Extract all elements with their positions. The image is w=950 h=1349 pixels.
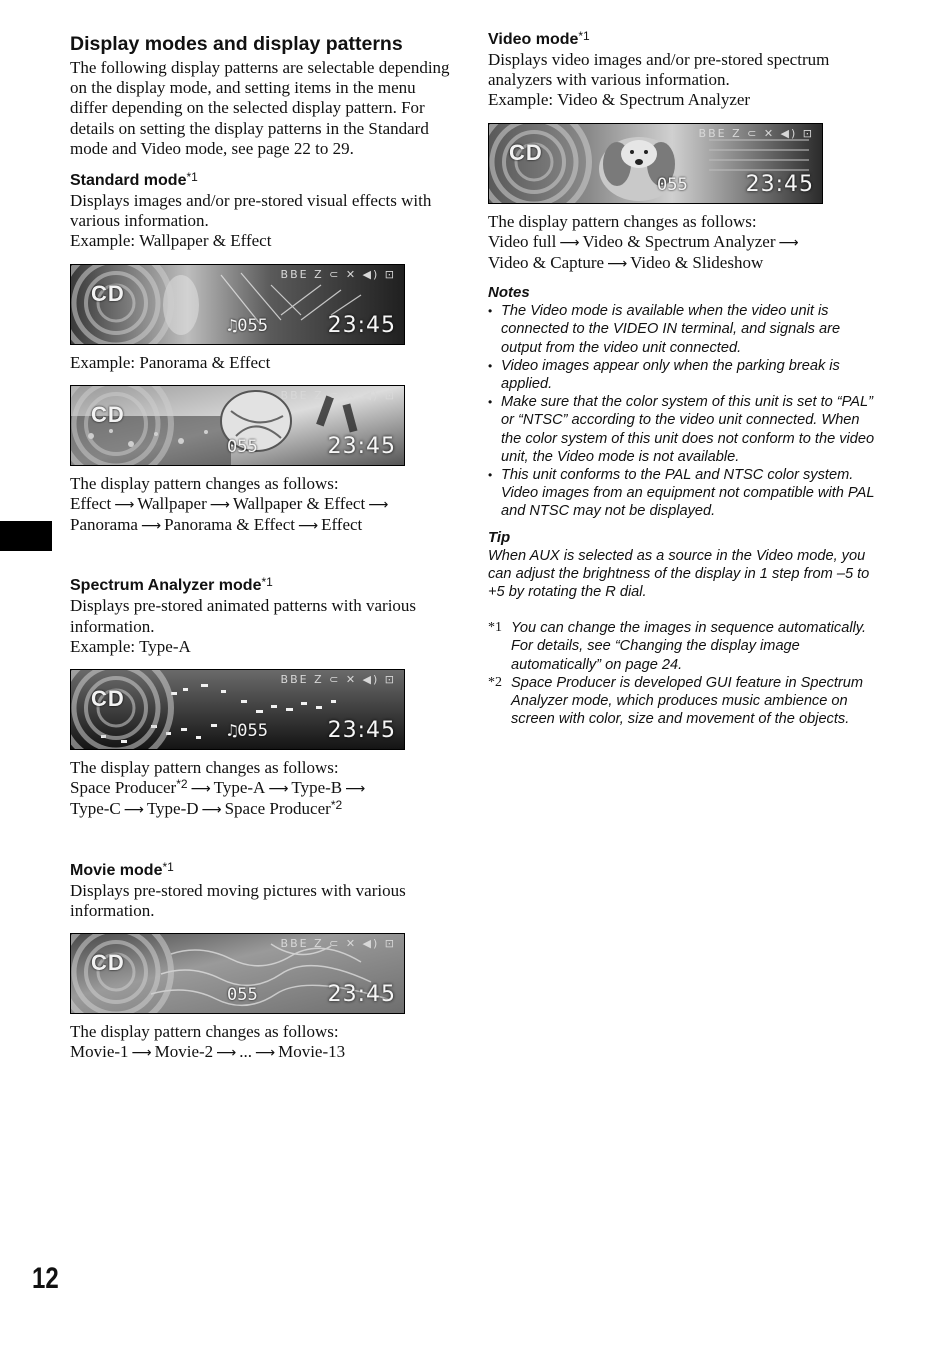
video-sequence: Video full ⟶ Video & Spectrum Analyzer ⟶ Video & Capture ⟶ Video & Slideshow — [488, 232, 878, 274]
arrow-right-icon: ⟶ — [140, 518, 162, 535]
arrow-right-icon: ⟶ — [268, 781, 289, 798]
arrow-right-icon: ⟶ — [201, 802, 222, 819]
arrow-right-icon: ⟶ — [559, 234, 580, 251]
standard-example-1: Example: Wallpaper & Effect — [70, 231, 272, 251]
footnote-ref: *1 — [261, 575, 273, 590]
video-changes-label: The display pattern changes as follows: — [488, 211, 757, 231]
arrow-right-icon: ⟶ — [131, 1045, 152, 1062]
arrow-right-icon: ⟶ — [190, 781, 211, 798]
footnote-ref: *1 — [186, 170, 198, 185]
lcd-movie — [70, 933, 405, 1014]
movie-mode-title: Movie mode$^{*1}$ — [70, 859, 174, 879]
clock-readout: 23:45 — [745, 171, 814, 197]
arrow-right-icon: ⟶ — [114, 497, 135, 514]
disc-rings-graphic — [70, 264, 191, 345]
page-number: 12 — [32, 1262, 59, 1295]
footnotes-list — [488, 619, 878, 728]
clock-readout: 23:45 — [327, 312, 396, 338]
status-indicator-icons: BBE Z ⊂ ✕ ◀) ⊡ — [698, 126, 814, 140]
source-label: CD — [509, 139, 543, 165]
lcd-wallpaper-effect — [70, 264, 405, 345]
footnote-item: *2 Space Producer is developed GUI feature in Spectrum Analyzer mode, which produces music ambience on screen with color, size and movement of the objects. — [488, 674, 864, 728]
movie-sequence: Movie-1 ⟶ Movie-2 ⟶ ... ⟶ Movie-13 — [70, 1042, 346, 1062]
list-item: • Video images appear only when the parking break is applied. — [488, 357, 878, 393]
list-item: • This unit conforms to the PAL and NTSC color system. Video images from an equipment not compatible with PAL and NTSC may not be displayed. — [488, 466, 878, 521]
track-readout: 055 — [227, 436, 258, 457]
source-label: CD — [91, 280, 125, 306]
arrow-right-icon: ⟶ — [209, 497, 230, 514]
arrow-right-icon: ⟶ — [368, 497, 389, 514]
section-tab-marker — [0, 521, 52, 551]
spectrum-example: Example: Type-A — [70, 636, 191, 656]
standard-sequence: Effect ⟶ Wallpaper ⟶ Wallpaper & Effect ⟶ Panorama ⟶ Panorama & Effect ⟶ Effect — [70, 494, 450, 536]
source-label: CD — [91, 401, 125, 427]
arrow-right-icon: ⟶ — [297, 518, 319, 535]
status-indicator-icons: BBE Z ⊂ ✕ ◀) ⊡ — [280, 673, 396, 687]
video-example: Example: Video & Spectrum Analyzer — [488, 90, 751, 110]
footnote-ref: *1 — [162, 859, 174, 874]
tip-text: When AUX is selected as a source in the Video mode, you can adjust the brightness of the display in 1 step from –5 to +5 by rotating the R dial. — [488, 547, 870, 601]
video-mode-desc: Displays video images and/or pre-stored spectrum analyzers with various information. — [488, 50, 830, 90]
source-label: CD — [91, 686, 125, 712]
movie-mode-desc: Displays pre-stored moving pictures with various information. — [70, 880, 406, 920]
lcd-panorama-effect — [70, 385, 405, 466]
status-indicator-icons: BBE Z ⊂ ✕ ◀) ⊡ — [280, 937, 396, 951]
lcd-spectrum-type-a — [70, 669, 405, 750]
spectrum-mode-title: Spectrum Analyzer mode$^{*1}$ — [70, 575, 273, 595]
track-readout: ♫055 — [227, 721, 268, 742]
lcd-video-spectrum — [488, 123, 823, 204]
standard-changes-label: The display pattern changes as follows: — [70, 473, 339, 493]
arrow-right-icon: ⟶ — [345, 781, 366, 798]
left-column — [70, 30, 450, 1063]
standard-mode-title: Standard mode$^{*1}$ — [70, 170, 198, 190]
footnote-item: *1 You can change the images in sequence automatically. For details, see “Changing the display image automatically” on page 24. — [488, 620, 867, 673]
video-mode-title: Video mode$^{*1}$ — [488, 29, 590, 48]
source-label: CD — [91, 950, 125, 976]
arrow-right-icon: ⟶ — [123, 802, 144, 819]
movie-changes-label: The display pattern changes as follows: — [70, 1022, 339, 1042]
list-item: • The Video mode is available when the video unit is connected to the VIDEO IN terminal, and signals are output from the video unit connected. — [488, 302, 878, 357]
standard-example-2: Example: Panorama & Effect — [70, 352, 271, 372]
clock-readout: 23:45 — [327, 718, 396, 744]
notes-list — [488, 302, 878, 520]
arrow-right-icon: ⟶ — [216, 1045, 237, 1062]
spectrum-sequence: Space Producer$^{*2}$ ⟶ Type-A ⟶ Type-B ⟶ Type-C ⟶ Type-D ⟶ Space Producer$^{*2}$ — [70, 778, 450, 820]
status-indicator-icons: BBE Z ⊂ ✕ ◀) ⊡ — [280, 267, 396, 281]
track-readout: 055 — [657, 174, 688, 195]
spectrum-mode-desc: Displays pre-stored animated patterns with various information. — [70, 596, 417, 636]
status-indicator-icons: BBE Z ⊂ ✕ ◀) ⊡ — [280, 388, 396, 402]
footnote-ref: *1 — [578, 29, 590, 43]
intro-paragraph: The following display patterns are selectable depending on the display mode, and setting items in the menu differ depending on the selected display pattern. For details on setting the display patterns in the Standard mode and Video mode, see page 22 to 29. — [70, 58, 450, 158]
arrow-right-icon: ⟶ — [255, 1045, 276, 1062]
clock-readout: 23:45 — [327, 982, 396, 1008]
arrow-right-icon: ⟶ — [778, 234, 799, 251]
track-readout: 055 — [227, 985, 258, 1006]
tip-heading: Tip — [488, 528, 511, 546]
clock-readout: 23:45 — [327, 433, 396, 459]
right-column — [488, 30, 878, 728]
list-item: • Make sure that the color system of this unit is set to “PAL” or “NTSC” according to the video unit connected. When the color system of this unit does not conform to the video unit, the Video mode is not available. — [488, 393, 878, 466]
page-title: Display modes and display patterns — [70, 33, 403, 55]
arrow-right-icon: ⟶ — [607, 256, 628, 273]
track-readout: ♫055 — [227, 315, 268, 336]
standard-mode-desc: Displays images and/or pre-stored visual effects with various information. — [70, 191, 432, 231]
notes-heading: Notes — [488, 284, 530, 302]
spectrum-changes-label: The display pattern changes as follows: — [70, 758, 339, 778]
